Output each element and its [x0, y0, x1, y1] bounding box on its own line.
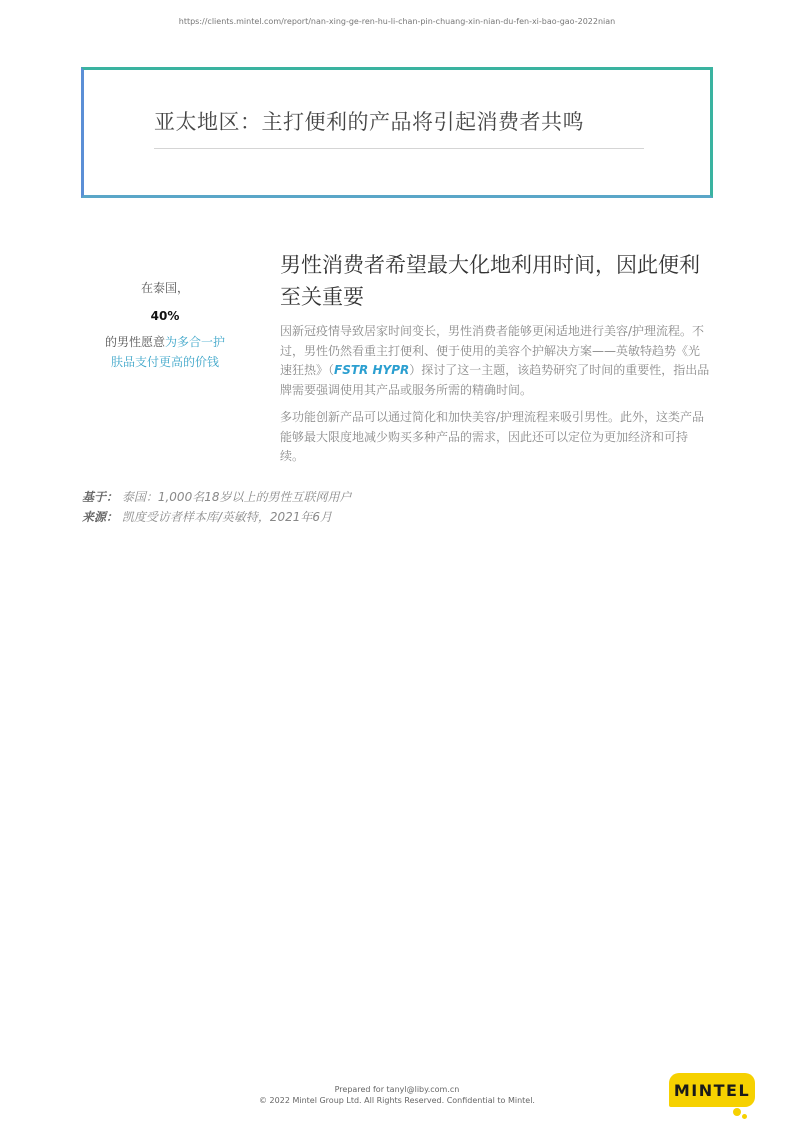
paragraph-1-text-after: ）探讨了这一主题，该趋势研究了时间的重要性，指出品牌需要强调使用其产品或服务所需的精确时间。	[280, 363, 710, 397]
trend-link-fstr-hypr[interactable]: FSTR HYPR	[334, 363, 410, 377]
page-url: https://clients.mintel.com/report/nan-xing-ge-ren-hu-li-chan-pin-chuang-xin-nian-du-fen-xi-bao-gao-2022nian	[178, 17, 616, 26]
section-divider	[154, 148, 644, 149]
base-text: 泰国：1,000名18岁以上的男性互联网用户	[121, 490, 352, 504]
mintel-logo-text: MINTEL	[673, 1080, 751, 1100]
section-header-box	[81, 67, 713, 198]
base-note	[82, 487, 351, 507]
source-text: 凯度受访者样本库/英敏特，2021年6月	[121, 510, 333, 524]
stat-highlight-2: 肤品支付更高的价钱	[110, 355, 219, 369]
paragraph-1-text-before: 因新冠疫情导致居家时间变长，男性消费者能够更闲适地进行美容/护理流程。不过，男性仍然看重主打便利、便于使用的美容个护解决方案——英敏特趋势《光速狂热》（	[280, 324, 705, 377]
section-title: 亚太地区：主打便利的产品将引起消费者共鸣	[154, 110, 584, 134]
stat-location: 在泰国，	[140, 281, 189, 295]
mintel-logo	[669, 1073, 755, 1107]
stat-percent: 40%	[150, 309, 180, 323]
stat-highlight-1: 为多合一护	[165, 335, 226, 349]
logo-dot-decoration	[733, 1108, 741, 1116]
source-note	[82, 507, 351, 527]
logo-dot-decoration	[742, 1114, 747, 1119]
article-headline: 男性消费者希望最大化地利用时间，因此便利至关重要	[280, 253, 700, 309]
base-label: 基于：	[82, 490, 119, 504]
prepared-for: Prepared for tanyl@liby.com.cn	[334, 1085, 460, 1094]
stat-text-prefix: 的男性愿意	[104, 335, 165, 349]
stat-description	[82, 332, 248, 352]
article-body	[280, 322, 710, 475]
stat-callout	[82, 278, 248, 372]
article-paragraph-2: 多功能创新产品可以通过简化和加快美容/护理流程来吸引男性。此外，这类产品能够最大限度地减少购买多种产品的需求，因此还可以定位为更加经济和可持续。	[280, 410, 705, 463]
article-paragraph-1	[280, 322, 710, 400]
source-label: 来源：	[82, 510, 119, 524]
source-notes	[82, 487, 351, 527]
copyright: © 2022 Mintel Group Ltd. All Rights Reserved. Confidential to Mintel.	[259, 1096, 535, 1105]
